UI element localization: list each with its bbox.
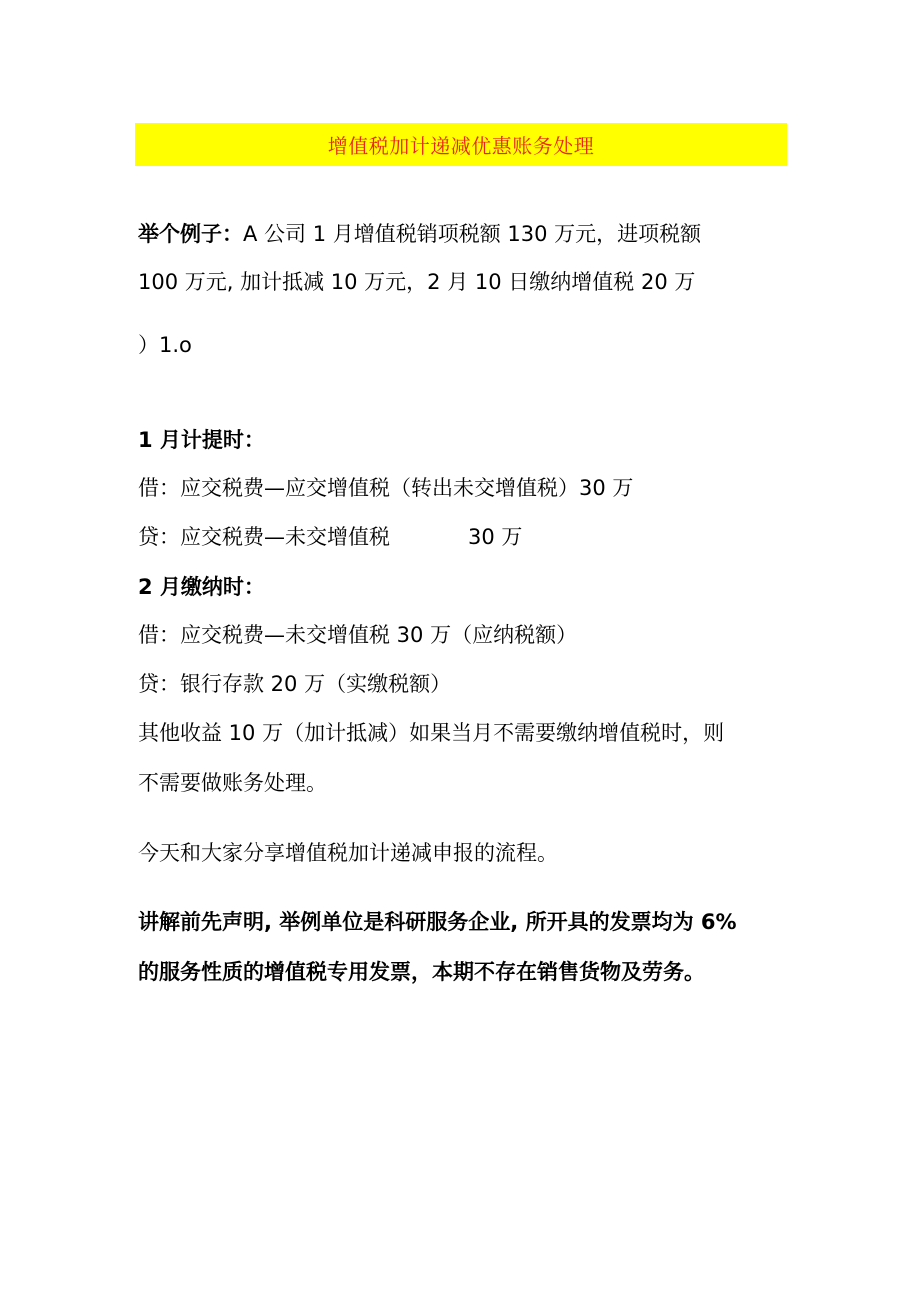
january-heading: 1 月计提时： (138, 428, 265, 452)
other-income-line-1: 其他收益 10 万（加计抵减）如果当月不需要缴纳增值税时，则 (138, 721, 725, 745)
january-credit-label: 贷：应交税费—未交增值税 (138, 525, 390, 549)
example-line-3: ）1.o (138, 333, 192, 357)
page-title: 增值税加计递减优惠账务处理 (327, 134, 595, 158)
february-credit-entry: 贷：银行存款 20 万（实缴税额） (138, 672, 452, 696)
example-text: A 公司 1 月增值税销项税额 130 万元，进项税额 (243, 222, 702, 246)
example-line-1 (138, 219, 701, 249)
example-label: 举个例子： (138, 222, 243, 246)
statement-line-2: 的服务性质的增值税专用发票，本期不存在销售货物及劳务。 (138, 960, 705, 984)
other-income-line-2: 不需要做账务处理。 (138, 771, 327, 795)
january-credit-entry (138, 522, 522, 552)
january-credit-amount: 30 万 (468, 525, 523, 549)
february-heading: 2 月缴纳时： (138, 575, 265, 599)
title-banner (135, 123, 787, 166)
example-line-2: 100 万元, 加计抵减 10 万元，2 月 10 日缴纳增值税 20 万 (138, 270, 696, 294)
january-debit-entry: 借：应交税费—应交增值税（转出未交增值税）30 万 (138, 476, 634, 500)
intro-paragraph: 今天和大家分享增值税加计递减申报的流程。 (138, 841, 558, 865)
february-debit-entry: 借：应交税费—未交增值税 30 万（应纳税额） (138, 623, 578, 647)
statement-line-1: 讲解前先声明, 举例单位是科研服务企业, 所开具的发票均为 6% (138, 910, 737, 934)
